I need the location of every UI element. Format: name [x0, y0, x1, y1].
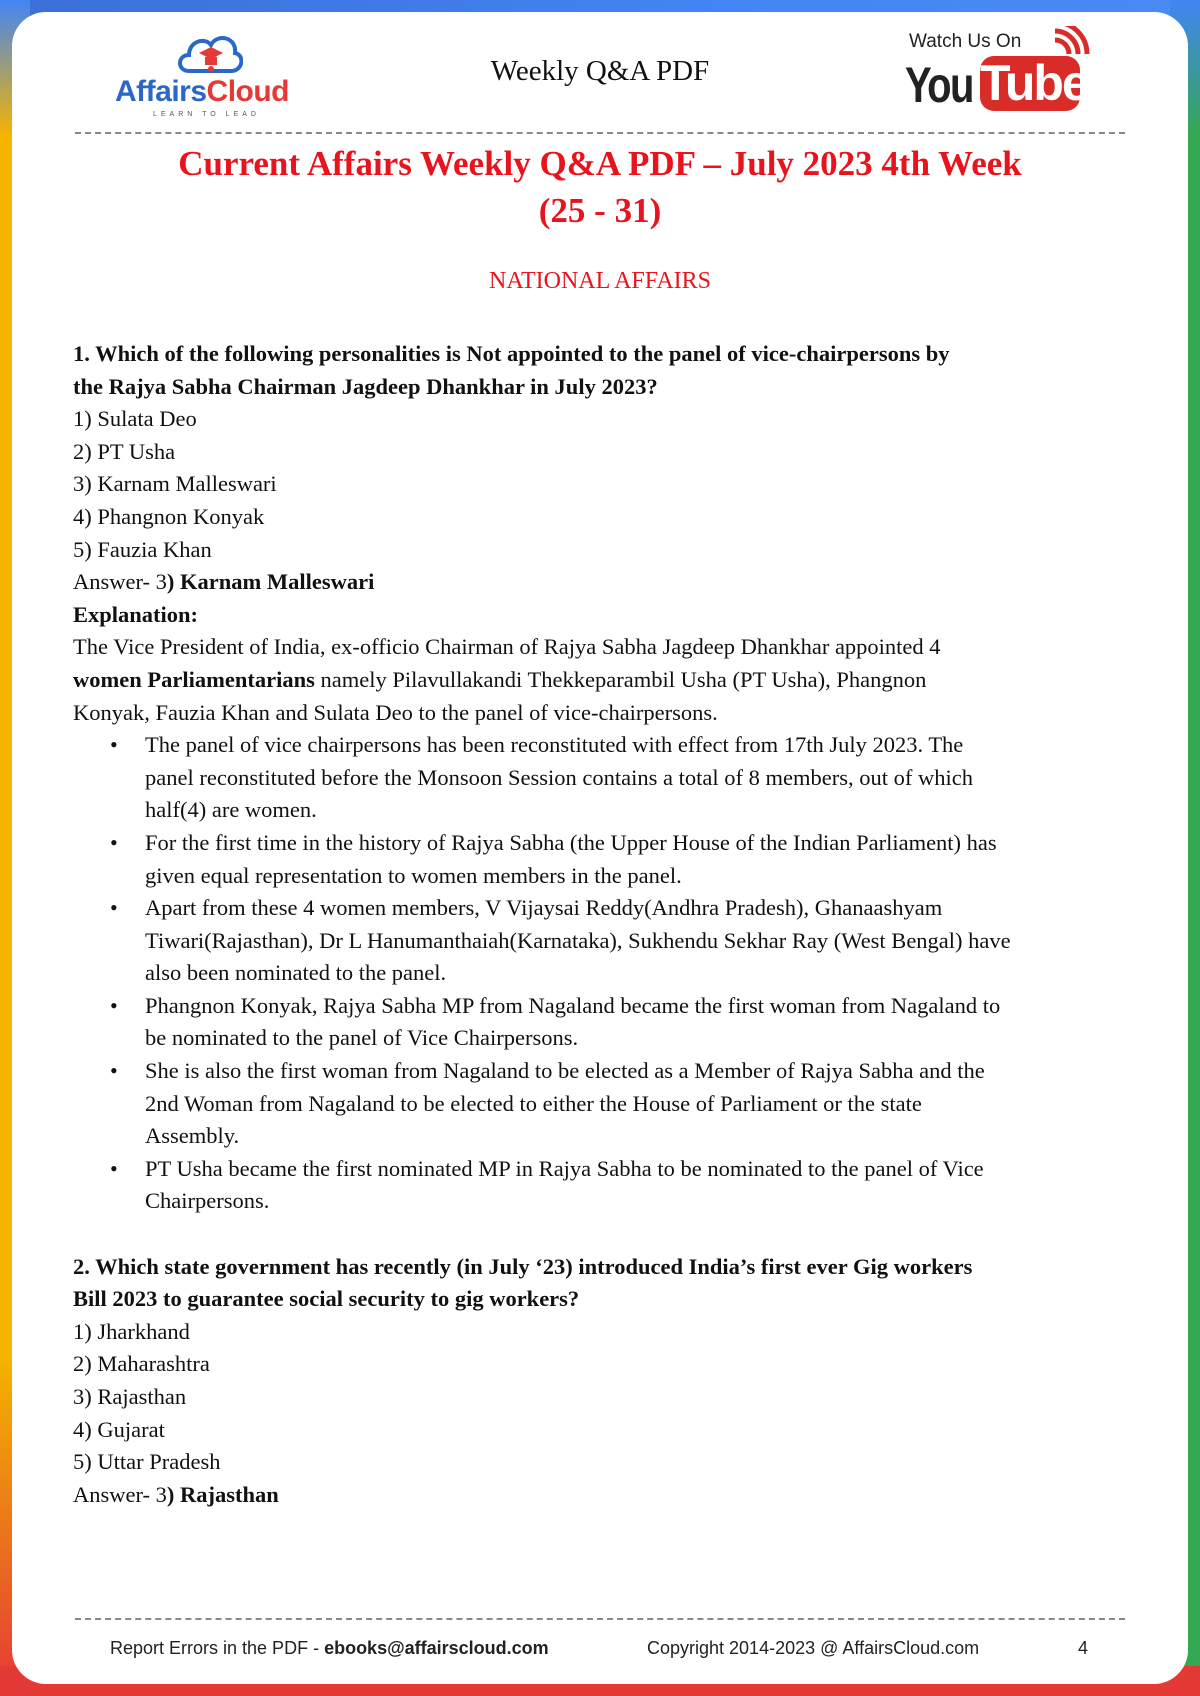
- q2-option: 1) Jharkhand: [73, 1318, 190, 1344]
- youtube-you-text: You: [905, 57, 973, 113]
- header-title: Weekly Q&A PDF: [490, 55, 710, 87]
- bullet-item: • Phangnon Konyak, Rajya Sabha MP from Nagaland became the first woman from Nagaland to be nominated to the panel of Vice Chairpersons.: [145, 990, 1133, 1055]
- bullet-item: • For the first time in the history of Rajya Sabha (the Upper House of the Indian Parliament) has given equal representation to women members in the panel.: [145, 827, 1133, 892]
- bullet-item: • Apart from these 4 women members, V Vijaysai Reddy(Andhra Pradesh), Ghanaashyam Tiwari(Rajasthan), Dr L Hanumanthaiah(Karnataka), Sukhendu Sekhar Ray (West Bengal) have also been nominated to the panel.: [145, 892, 1133, 990]
- logo-tagline: LEARN TO LEAD: [153, 111, 260, 118]
- page-title-line2: (25 - 31): [538, 191, 662, 230]
- bullet-item: • PT Usha became the first nominated MP in Rajya Sabha to be nominated to the panel of Vice Chairpersons.: [145, 1153, 1133, 1218]
- page-title: [0, 140, 1200, 234]
- q1-option: 2) PT Usha: [73, 438, 176, 464]
- footer-divider: [75, 1618, 1125, 1620]
- q2-option: 2) Maharashtra: [73, 1351, 210, 1377]
- copyright-text: Copyright 2014-2023 @ AffairsCloud.com: [647, 1638, 980, 1658]
- q1-option: 1) Sulata Deo: [73, 406, 197, 432]
- q1-explanation-text: women Parliamentarians namely Pilavullakandi Thekkeparambil Usha (PT Usha), Phangnon: [73, 666, 927, 692]
- watch-us-label: Watch Us On: [909, 31, 1022, 52]
- page-number: 4: [1078, 1638, 1089, 1658]
- q2-option: 5) Uttar Pradesh: [73, 1449, 221, 1475]
- bullet-item: • The panel of vice chairpersons has been reconstituted with effect from 17th July 2023. The panel reconstituted before the Monsoon Session contains a total of 8 members, out of which half(4) are women.: [145, 729, 1133, 827]
- question-2-line2: Bill 2023 to guarantee social security to gig workers?: [73, 1286, 580, 1312]
- header-divider: [75, 132, 1125, 134]
- report-email-link[interactable]: ebooks@affairscloud.com: [324, 1638, 549, 1658]
- q1-option: 3) Karnam Malleswari: [73, 471, 277, 497]
- bullet-item: • She is also the first woman from Nagaland to be elected as a Member of Rajya Sabha and the 2nd Woman from Nagaland to be elected to either the House of Parliament or the state Assembly.: [145, 1055, 1133, 1153]
- q1-answer: Answer- 3) Karnam Malleswari: [73, 569, 375, 595]
- q1-option: 4) Phangnon Konyak: [73, 503, 265, 529]
- page-title-line1: Current Affairs Weekly Q&A PDF – July 2023 4th Week: [178, 144, 1022, 183]
- youtube-tube-text: Tube: [980, 55, 1088, 111]
- q2-option: 3) Rajasthan: [73, 1384, 187, 1409]
- q1-explanation-text: The Vice President of India, ex-officio Chairman of Rajya Sabha Jagdeep Dhankhar appointed 4: [73, 634, 941, 660]
- q2-option: 4) Gujarat: [73, 1416, 165, 1442]
- q1-option: 5) Fauzia Khan: [73, 536, 212, 562]
- signal-waves-icon: [1035, 26, 1095, 76]
- q1-bullet-list: [73, 729, 1133, 1218]
- logo-wordmark: AffairsCloud: [115, 75, 290, 108]
- q1-explanation-text: Konyak, Fauzia Khan and Sulata Deo to the panel of vice-chairpersons.: [73, 699, 718, 725]
- report-errors-text: Report Errors in the PDF - ebooks@affairscloud.com: [110, 1638, 549, 1658]
- page-footer: [0, 1638, 1200, 1668]
- youtube-badge[interactable]: [905, 26, 1095, 116]
- question-1-line2: the Rajya Sabha Chairman Jagdeep Dhankhar in July 2023?: [73, 373, 658, 399]
- section-heading: NATIONAL AFFAIRS: [488, 268, 712, 294]
- question-1-line1: 1. Which of the following personalities is Not appointed to the panel of vice-chairpersons by: [73, 341, 950, 366]
- q2-answer: Answer- 3) Rajasthan: [73, 1481, 279, 1507]
- qa-content: [73, 338, 1133, 1511]
- question-2-line1: 2. Which state government has recently (in July ‘23) introduced India’s first ever Gig workers: [73, 1253, 973, 1279]
- q1-explanation-label: Explanation:: [73, 601, 199, 627]
